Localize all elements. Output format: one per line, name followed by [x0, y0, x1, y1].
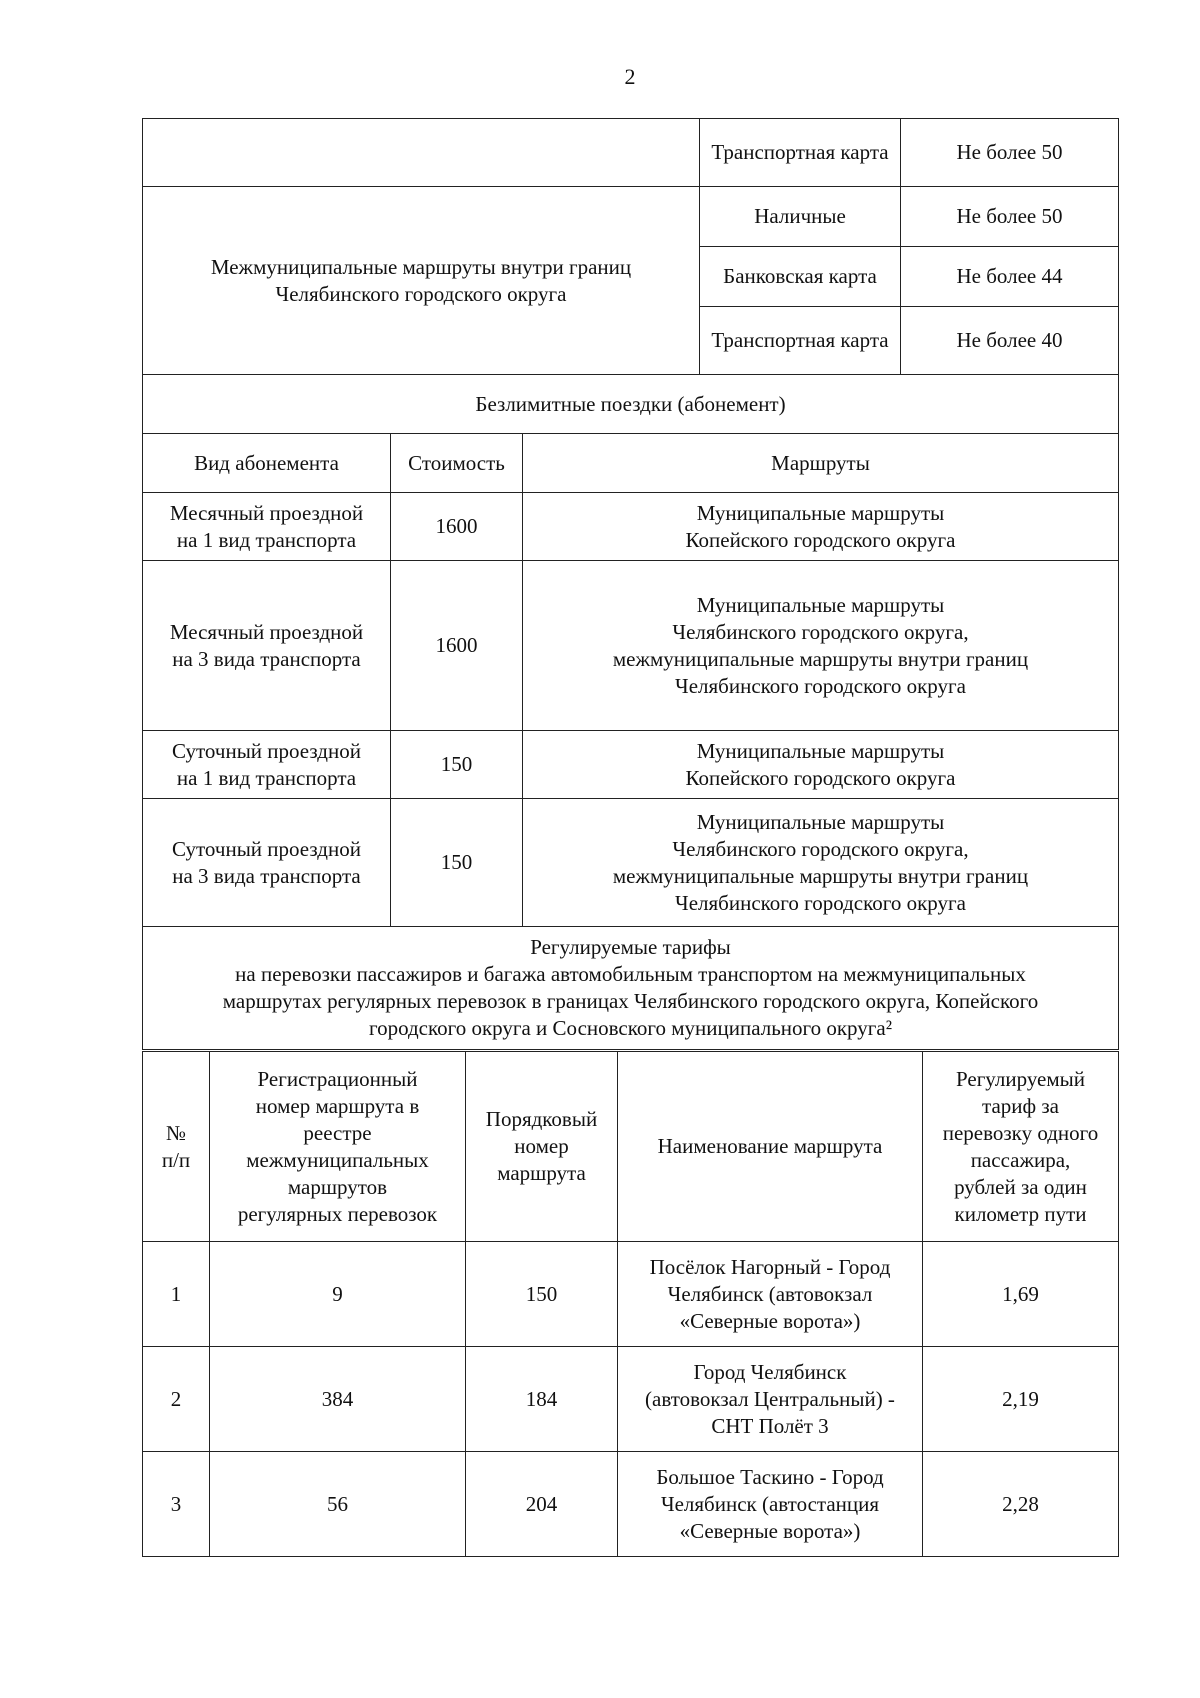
table-row [143, 119, 1119, 187]
payment-method: Транспортная карта [700, 307, 901, 375]
row-number: 1 [143, 1242, 210, 1347]
pass-routes: Муниципальные маршруты Копейского городского округа [523, 493, 1119, 561]
route-name: Город Челябинск (автовокзал Центральный) - СНТ Полёт 3 [618, 1347, 923, 1452]
fares-table [142, 118, 1119, 1050]
fare-price: Не более 44 [901, 247, 1119, 307]
column-header: Регулируемый тариф за перевозку одного пассажира, рублей за один километр пути [923, 1052, 1119, 1242]
registration-number: 384 [210, 1347, 466, 1452]
section-title: Безлимитные поездки (абонемент) [143, 375, 1119, 434]
table-row [143, 1452, 1119, 1557]
table-row [143, 799, 1119, 927]
empty-cell [143, 119, 700, 187]
pass-type: Суточный проездной на 1 вид транспорта [143, 731, 391, 799]
fare-price: Не более 50 [901, 119, 1119, 187]
route-group-name: Межмуниципальные маршруты внутри границ Челябинского городского округа [143, 187, 700, 375]
pass-type: Месячный проездной на 1 вид транспорта [143, 493, 391, 561]
table-row [143, 927, 1119, 1050]
pass-routes: Муниципальные маршруты Челябинского городского округа, межмуниципальные маршруты внутри границ Челябинского городского округа [523, 561, 1119, 731]
pass-type: Суточный проездной на 3 вида транспорта [143, 799, 391, 927]
column-header: Стоимость [391, 434, 523, 493]
pass-routes: Муниципальные маршруты Копейского городского округа [523, 731, 1119, 799]
column-header: Вид абонемента [143, 434, 391, 493]
route-tariff: 2,19 [923, 1347, 1119, 1452]
route-order-number: 204 [466, 1452, 618, 1557]
route-name: Большое Таскино - Город Челябинск (автостанция «Северные ворота») [618, 1452, 923, 1557]
fare-price: Не более 50 [901, 187, 1119, 247]
route-tariff: 1,69 [923, 1242, 1119, 1347]
table-row [143, 1347, 1119, 1452]
registration-number: 56 [210, 1452, 466, 1557]
column-header: Порядковый номер маршрута [466, 1052, 618, 1242]
row-number: 3 [143, 1452, 210, 1557]
row-number: 2 [143, 1347, 210, 1452]
table-row [143, 493, 1119, 561]
regulated-tariffs-title: Регулируемые тарифы на перевозки пассажиров и багажа автомобильным транспортом на межмуниципальных маршрутах регулярных перевозок в границах Челябинского городского округа, Копейского городского округа и Сосновского муниципального округа² [143, 927, 1119, 1050]
table-row [143, 1242, 1119, 1347]
pass-routes: Муниципальные маршруты Челябинского городского округа, межмуниципальные маршруты внутри границ Челябинского городского округа [523, 799, 1119, 927]
route-tariff: 2,28 [923, 1452, 1119, 1557]
payment-method: Банковская карта [700, 247, 901, 307]
fare-price: Не более 40 [901, 307, 1119, 375]
pass-cost: 1600 [391, 493, 523, 561]
payment-method: Наличные [700, 187, 901, 247]
route-order-number: 184 [466, 1347, 618, 1452]
route-order-number: 150 [466, 1242, 618, 1347]
route-name: Посёлок Нагорный - Город Челябинск (автовокзал «Северные ворота») [618, 1242, 923, 1347]
pass-type: Месячный проездной на 3 вида транспорта [143, 561, 391, 731]
pass-cost: 150 [391, 799, 523, 927]
table-row [143, 561, 1119, 731]
registration-number: 9 [210, 1242, 466, 1347]
pass-cost: 150 [391, 731, 523, 799]
pass-cost: 1600 [391, 561, 523, 731]
table-row [143, 375, 1119, 434]
column-header: Регистрационный номер маршрута в реестре межмуниципальных маршрутов регулярных перевозок [210, 1052, 466, 1242]
regulated-tariffs-table [142, 1051, 1119, 1557]
payment-method: Транспортная карта [700, 119, 901, 187]
page-number: 2 [624, 64, 636, 89]
table-header-row [143, 1052, 1119, 1242]
table-header-row [143, 434, 1119, 493]
table-row [143, 731, 1119, 799]
column-header: Маршруты [523, 434, 1119, 493]
column-header: Наименование маршрута [618, 1052, 923, 1242]
column-header: № п/п [143, 1052, 210, 1242]
table-row [143, 187, 1119, 247]
